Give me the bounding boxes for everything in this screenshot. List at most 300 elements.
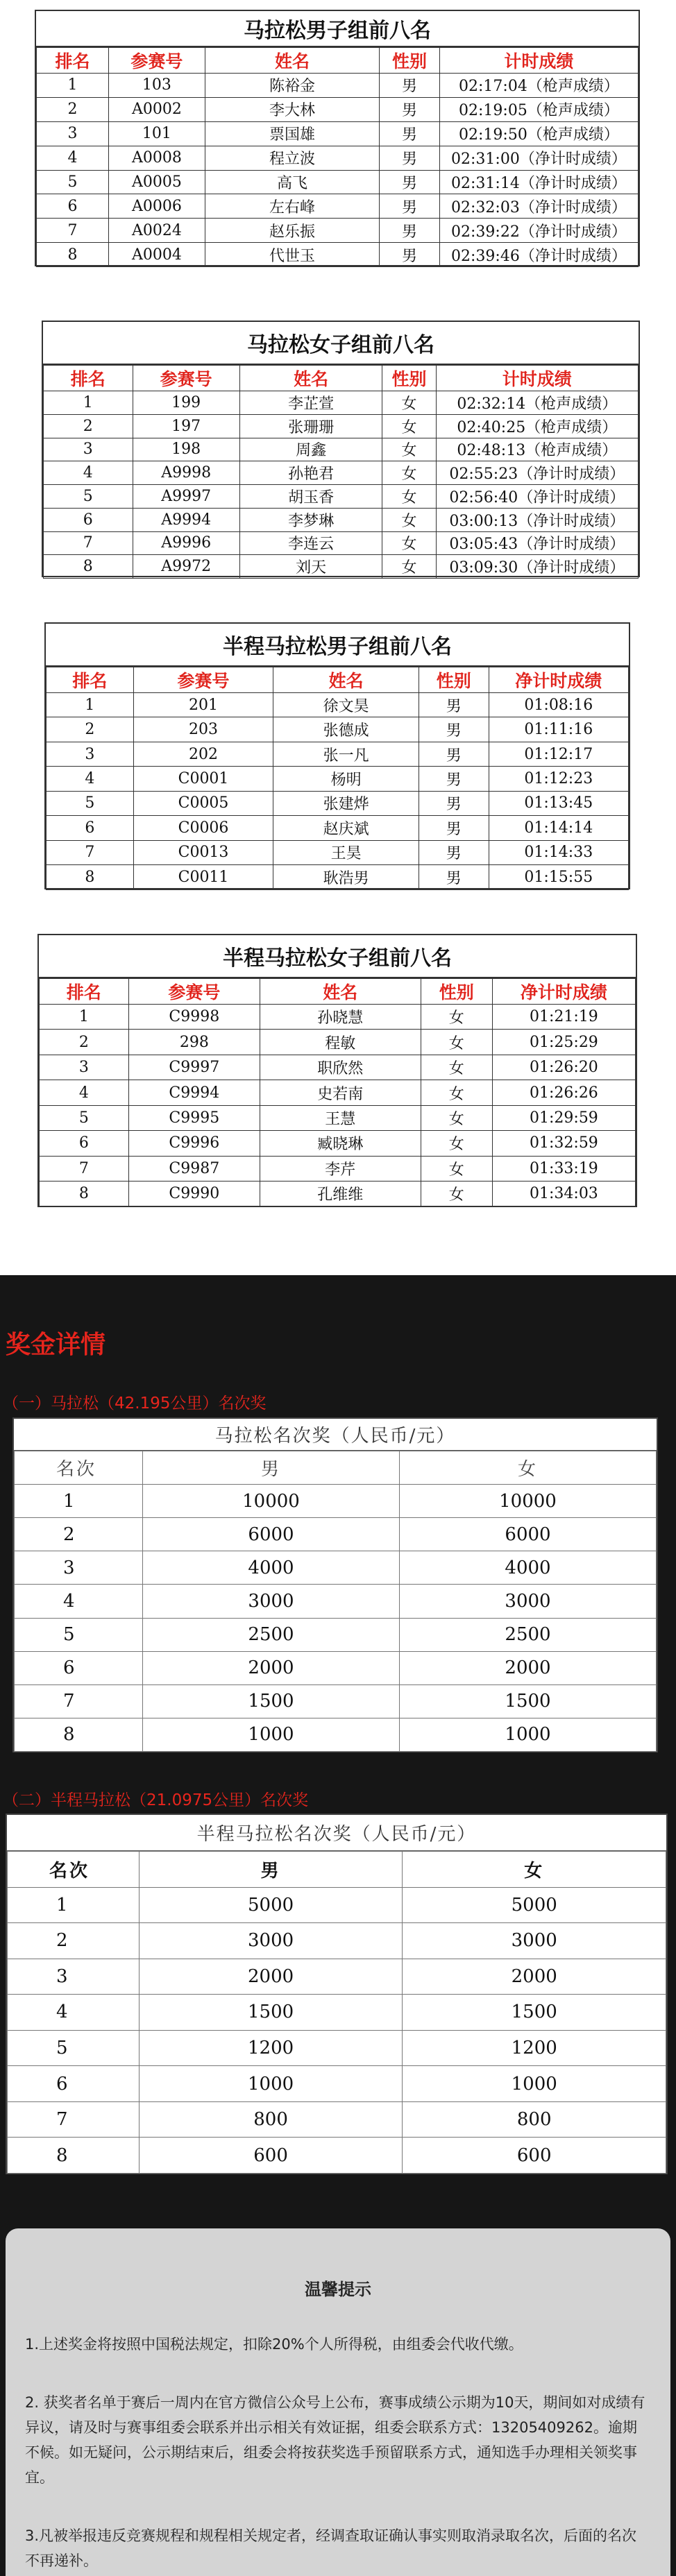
table-row: [47, 791, 629, 815]
table-title: 半程马拉松男子组前八名: [46, 624, 629, 667]
table-row: [40, 1182, 636, 1206]
prize-cell: 1500: [139, 1995, 403, 2031]
prize-row: [15, 1585, 657, 1618]
column-header: 姓名: [260, 979, 421, 1005]
table-cell: 高飞: [205, 170, 379, 194]
table-cell: 李芷萱: [239, 391, 382, 415]
table-cell: 03:00:13（净计时成绩）: [436, 508, 638, 531]
table-row: [44, 414, 639, 438]
prize-cell: 10000: [143, 1485, 400, 1518]
header-row: [47, 667, 629, 693]
table-cell: 01:29:59: [492, 1105, 635, 1130]
prize-cell: 1000: [143, 1718, 400, 1751]
table-row: [37, 219, 639, 243]
column-header: 参赛号: [109, 48, 205, 74]
table-cell: 女: [421, 1005, 492, 1030]
table-row: [37, 194, 639, 219]
table-cell: 李梦琳: [239, 508, 382, 531]
table-cell: 女: [382, 461, 436, 485]
prize-cell: 1500: [403, 1995, 666, 2031]
prize-cell: 1500: [143, 1684, 400, 1718]
table-cell: 张德成: [273, 717, 419, 742]
table-cell: 02:39:46（净计时成绩）: [439, 243, 638, 267]
table-cell: 左右峰: [205, 194, 379, 219]
table-cell: 02:56:40（净计时成绩）: [436, 485, 638, 509]
prize-row: [8, 2030, 666, 2066]
table-cell: 孙晓慧: [260, 1005, 421, 1030]
table-cell: C0005: [133, 791, 273, 815]
table-cell: 03:05:43（净计时成绩）: [436, 531, 638, 555]
results-grid: [43, 365, 639, 579]
prize-cell: 2: [15, 1518, 143, 1551]
table-row: [37, 146, 639, 170]
prize-row: [8, 1995, 666, 2031]
table-cell: A9996: [133, 531, 239, 555]
table-cell: 2: [44, 414, 133, 438]
table-cell: C0006: [133, 816, 273, 840]
table-cell: 1: [40, 1005, 129, 1030]
table-cell: 01:33:19: [492, 1156, 635, 1181]
table-cell: 02:55:23（净计时成绩）: [436, 461, 638, 485]
table-cell: 7: [44, 531, 133, 555]
table-cell: A0006: [109, 194, 205, 219]
table-cell: 103: [109, 74, 205, 98]
table-cell: 01:08:16: [489, 693, 628, 717]
table-cell: 程敏: [260, 1030, 421, 1055]
prize-table-title: 半程马拉松名次奖（人民币/元）: [7, 1815, 666, 1851]
table-cell: 2: [40, 1030, 129, 1055]
table-cell: 5: [37, 170, 109, 194]
table-cell: A0004: [109, 243, 205, 267]
table-row: [40, 1156, 636, 1181]
table-cell: 01:11:16: [489, 717, 628, 742]
results-grid: [39, 978, 636, 1207]
table-cell: 01:25:29: [492, 1030, 635, 1055]
prize-cell: 2000: [143, 1651, 400, 1684]
prize-row: [8, 2101, 666, 2138]
table-cell: 4: [40, 1080, 129, 1105]
table-cell: 张建烨: [273, 791, 419, 815]
prize-header-row: [15, 1451, 657, 1485]
table-cell: C0013: [133, 840, 273, 864]
table-cell: 101: [109, 121, 205, 146]
table-cell: 张珊珊: [239, 414, 382, 438]
column-header: 计时成绩: [436, 366, 638, 391]
table-cell: 01:21:19: [492, 1005, 635, 1030]
prize-column-header: 女: [400, 1451, 657, 1485]
table-cell: 4: [37, 146, 109, 170]
table-cell: 7: [47, 840, 134, 864]
prize-cell: 1000: [400, 1718, 657, 1751]
table-cell: 王昊: [273, 840, 419, 864]
prize-cell: 4000: [143, 1551, 400, 1585]
table-row: [40, 1105, 636, 1130]
table-row: [47, 767, 629, 791]
table-cell: 4: [47, 767, 134, 791]
table-cell: 197: [133, 414, 239, 438]
table-cell: 刘天: [239, 555, 382, 579]
table-row: [44, 531, 639, 555]
table-cell: 杨明: [273, 767, 419, 791]
table-row: [40, 1131, 636, 1156]
table-cell: 02:19:05（枪声成绩）: [439, 97, 638, 121]
table-cell: 耿浩男: [273, 865, 419, 889]
prize-cell: 8: [8, 2138, 140, 2174]
table-cell: 女: [382, 414, 436, 438]
prize-row: [8, 2138, 666, 2174]
tips-item-3: 3.凡被举报违反竞赛规程和规程相关规定者，经调查取证确认事实则取消录取名次，后面的名次不再递补。: [25, 2527, 637, 2569]
prize-cell: 10000: [400, 1485, 657, 1518]
table-cell: 代世玉: [205, 243, 379, 267]
table-cell: 7: [37, 219, 109, 243]
table-cell: 男: [380, 194, 440, 219]
prize-row: [8, 2066, 666, 2102]
prize-cell: 5: [15, 1618, 143, 1651]
table-cell: 1: [47, 693, 134, 717]
marathon-prize-table: [12, 1417, 658, 1752]
half-marathon-women-table: [37, 934, 637, 1207]
header-row: [37, 48, 639, 74]
table-cell: 女: [421, 1030, 492, 1055]
column-header: 性别: [419, 667, 489, 693]
table-row: [47, 717, 629, 742]
table-cell: C9987: [128, 1156, 260, 1181]
prize-grid: [7, 1851, 666, 2174]
table-cell: 6: [40, 1131, 129, 1156]
prize-cell: 7: [8, 2101, 140, 2138]
column-header: 净计时成绩: [489, 667, 628, 693]
table-cell: 4: [44, 461, 133, 485]
table-cell: 02:31:14（净计时成绩）: [439, 170, 638, 194]
table-cell: 5: [47, 791, 134, 815]
results-section: [0, 0, 676, 1275]
table-cell: 198: [133, 438, 239, 461]
prize-cell: 600: [139, 2138, 403, 2174]
prize-cell: 1200: [139, 2030, 403, 2066]
prize-cell: 2000: [403, 1959, 666, 1995]
column-header: 净计时成绩: [492, 979, 635, 1005]
table-cell: 女: [382, 508, 436, 531]
table-cell: 李连云: [239, 531, 382, 555]
table-row: [44, 508, 639, 531]
table-cell: 女: [382, 555, 436, 579]
table-cell: 01:26:26: [492, 1080, 635, 1105]
table-cell: 2: [37, 97, 109, 121]
table-row: [40, 1005, 636, 1030]
column-header: 姓名: [205, 48, 379, 74]
table-cell: A0005: [109, 170, 205, 194]
table-cell: C9990: [128, 1182, 260, 1206]
table-cell: 男: [380, 121, 440, 146]
column-header: 排名: [37, 48, 109, 74]
prize-column-header: 男: [143, 1451, 400, 1485]
table-cell: 1: [37, 74, 109, 98]
table-row: [37, 97, 639, 121]
table-cell: 01:12:23: [489, 767, 628, 791]
table-cell: 男: [380, 97, 440, 121]
table-row: [47, 742, 629, 766]
prize-heading: 奖金详情: [6, 1331, 106, 1359]
table-cell: 票国雄: [205, 121, 379, 146]
table-cell: 01:12:17: [489, 742, 628, 766]
table-cell: 01:14:33: [489, 840, 628, 864]
table-cell: 徐文昊: [273, 693, 419, 717]
marathon-women-table: [42, 321, 640, 577]
table-cell: A0024: [109, 219, 205, 243]
column-header: 性别: [380, 48, 440, 74]
prize-row: [15, 1684, 657, 1718]
prize-row: [15, 1485, 657, 1518]
table-cell: 男: [419, 693, 489, 717]
table-cell: A9972: [133, 555, 239, 579]
column-header: 排名: [40, 979, 129, 1005]
column-header: 姓名: [239, 366, 382, 391]
column-header: 排名: [44, 366, 133, 391]
table-cell: 01:15:55: [489, 865, 628, 889]
prize-cell: 8: [15, 1718, 143, 1751]
table-row: [47, 840, 629, 864]
table-cell: 1: [44, 391, 133, 415]
table-cell: 01:14:14: [489, 816, 628, 840]
prize-row: [8, 1959, 666, 1995]
table-cell: 胡玉香: [239, 485, 382, 509]
table-cell: A9998: [133, 461, 239, 485]
table-cell: 陈裕金: [205, 74, 379, 98]
table-cell: 女: [421, 1105, 492, 1130]
table-row: [37, 243, 639, 267]
tips-title: 温馨提示: [305, 2280, 371, 2299]
prize-cell: 7: [15, 1684, 143, 1718]
table-cell: 男: [419, 865, 489, 889]
prize-cell: 1: [15, 1485, 143, 1518]
table-cell: 01:13:45: [489, 791, 628, 815]
table-cell: 李芹: [260, 1156, 421, 1181]
table-cell: 男: [380, 219, 440, 243]
column-header: 参赛号: [128, 979, 260, 1005]
table-cell: 202: [133, 742, 273, 766]
table-row: [40, 1055, 636, 1080]
table-row: [47, 816, 629, 840]
table-cell: 女: [382, 531, 436, 555]
table-cell: C0011: [133, 865, 273, 889]
table-cell: 男: [419, 742, 489, 766]
table-cell: 3: [40, 1055, 129, 1080]
marathon-prize-subheading: （一）马拉松（42.195公里）名次奖: [3, 1394, 267, 1413]
table-row: [47, 865, 629, 889]
table-cell: A0002: [109, 97, 205, 121]
results-grid: [46, 667, 629, 890]
prize-cell: 3000: [143, 1585, 400, 1618]
marathon-men-table: [35, 10, 640, 266]
column-header: 计时成绩: [439, 48, 638, 74]
half-prize-subheading: （二）半程马拉松（21.0975公里）名次奖: [3, 1791, 309, 1809]
table-cell: C9995: [128, 1105, 260, 1130]
table-cell: 8: [40, 1182, 129, 1206]
table-cell: 赵乐振: [205, 219, 379, 243]
prize-cell: 4000: [400, 1551, 657, 1585]
table-cell: 张一凡: [273, 742, 419, 766]
table-cell: 孔维维: [260, 1182, 421, 1206]
prize-cell: 6: [8, 2066, 140, 2102]
prize-cell: 600: [403, 2138, 666, 2174]
prize-row: [15, 1618, 657, 1651]
prize-cell: 2000: [400, 1651, 657, 1684]
column-header: 排名: [47, 667, 134, 693]
table-cell: 02:40:25（枪声成绩）: [436, 414, 638, 438]
table-cell: A9994: [133, 508, 239, 531]
prize-cell: 4: [15, 1585, 143, 1618]
table-cell: 2: [47, 717, 134, 742]
table-cell: 5: [40, 1105, 129, 1130]
table-cell: 男: [380, 146, 440, 170]
table-row: [37, 121, 639, 146]
prize-cell: 2500: [400, 1618, 657, 1651]
table-cell: 男: [419, 767, 489, 791]
table-cell: 02:39:22（净计时成绩）: [439, 219, 638, 243]
table-cell: 女: [382, 485, 436, 509]
table-cell: 02:17:04（枪声成绩）: [439, 74, 638, 98]
table-cell: 男: [419, 840, 489, 864]
prize-cell: 1: [8, 1887, 140, 1923]
prize-header-row: [8, 1852, 666, 1888]
table-cell: 女: [421, 1156, 492, 1181]
prize-table-title: 马拉松名次奖（人民币/元）: [14, 1419, 657, 1451]
prize-cell: 800: [403, 2101, 666, 2138]
prize-row: [8, 1923, 666, 1959]
table-cell: 6: [47, 816, 134, 840]
table-cell: 02:48:13（枪声成绩）: [436, 438, 638, 461]
table-cell: 02:32:14（枪声成绩）: [436, 391, 638, 415]
table-cell: 王慧: [260, 1105, 421, 1130]
table-cell: 李大林: [205, 97, 379, 121]
table-row: [40, 1030, 636, 1055]
table-title: 马拉松女子组前八名: [43, 322, 639, 365]
table-title: 马拉松男子组前八名: [36, 11, 639, 47]
prize-cell: 5000: [139, 1887, 403, 1923]
table-row: [37, 74, 639, 98]
table-cell: 3: [44, 438, 133, 461]
table-cell: 职欣然: [260, 1055, 421, 1080]
table-cell: 程立波: [205, 146, 379, 170]
table-cell: 02:19:50（枪声成绩）: [439, 121, 638, 146]
prize-cell: 2000: [139, 1959, 403, 1995]
prize-cell: 3000: [403, 1923, 666, 1959]
table-cell: 臧晓琳: [260, 1131, 421, 1156]
prize-row: [15, 1518, 657, 1551]
prize-row: [15, 1551, 657, 1585]
prize-column-header: 女: [403, 1852, 666, 1888]
table-row: [44, 485, 639, 509]
tips-panel: [6, 2228, 670, 2576]
prize-cell: 800: [139, 2101, 403, 2138]
prize-cell: 1000: [139, 2066, 403, 2102]
table-cell: 女: [421, 1080, 492, 1105]
prize-cell: 6000: [143, 1518, 400, 1551]
table-cell: 199: [133, 391, 239, 415]
prize-cell: 3: [15, 1551, 143, 1585]
table-row: [37, 170, 639, 194]
table-cell: 6: [37, 194, 109, 219]
table-cell: 男: [380, 170, 440, 194]
table-cell: C9998: [128, 1005, 260, 1030]
tips-item-1: 1.上述奖金将按照中国税法规定，扣除20%个人所得税，由组委会代收代缴。: [25, 2336, 523, 2353]
table-cell: 孙艳君: [239, 461, 382, 485]
table-row: [44, 438, 639, 461]
table-cell: 02:32:03（净计时成绩）: [439, 194, 638, 219]
table-cell: 史若南: [260, 1080, 421, 1105]
table-cell: 男: [380, 243, 440, 267]
table-cell: 赵庆斌: [273, 816, 419, 840]
table-row: [44, 391, 639, 415]
table-cell: 6: [44, 508, 133, 531]
prize-cell: 6000: [400, 1518, 657, 1551]
prize-cell: 4: [8, 1995, 140, 2031]
table-cell: 女: [421, 1131, 492, 1156]
table-cell: C9994: [128, 1080, 260, 1105]
table-cell: 01:26:20: [492, 1055, 635, 1080]
table-cell: 男: [419, 717, 489, 742]
table-cell: 8: [47, 865, 134, 889]
column-header: 参赛号: [133, 667, 273, 693]
prize-cell: 5000: [403, 1887, 666, 1923]
column-header: 性别: [382, 366, 436, 391]
half-marathon-men-table: [44, 622, 630, 889]
prize-column-header: 名次: [15, 1451, 143, 1485]
header-row: [44, 366, 639, 391]
table-cell: 女: [421, 1055, 492, 1080]
prize-cell: 2: [8, 1923, 140, 1959]
table-cell: A0008: [109, 146, 205, 170]
table-row: [44, 461, 639, 485]
table-cell: C9996: [128, 1131, 260, 1156]
table-title: 半程马拉松女子组前八名: [39, 935, 636, 978]
column-header: 参赛号: [133, 366, 239, 391]
table-row: [47, 693, 629, 717]
table-cell: 8: [44, 555, 133, 579]
table-cell: 男: [419, 791, 489, 815]
table-cell: 5: [44, 485, 133, 509]
table-cell: C0001: [133, 767, 273, 791]
prize-grid: [14, 1451, 657, 1752]
prize-cell: 3: [8, 1959, 140, 1995]
prize-row: [8, 1887, 666, 1923]
table-row: [40, 1080, 636, 1105]
table-cell: 男: [419, 816, 489, 840]
prize-cell: 5: [8, 2030, 140, 2066]
prize-cell: 3000: [400, 1585, 657, 1618]
prize-cell: 2500: [143, 1618, 400, 1651]
column-header: 姓名: [273, 667, 419, 693]
table-cell: 女: [421, 1182, 492, 1206]
prize-column-header: 名次: [8, 1852, 140, 1888]
table-cell: 女: [382, 391, 436, 415]
table-cell: C9997: [128, 1055, 260, 1080]
prize-row: [15, 1718, 657, 1751]
table-cell: A9997: [133, 485, 239, 509]
table-row: [44, 555, 639, 579]
prize-cell: 1500: [400, 1684, 657, 1718]
table-cell: 周鑫: [239, 438, 382, 461]
half-prize-table: [6, 1814, 668, 2174]
table-cell: 01:32:59: [492, 1131, 635, 1156]
header-row: [40, 979, 636, 1005]
table-cell: 298: [128, 1030, 260, 1055]
table-cell: 3: [47, 742, 134, 766]
table-cell: 男: [380, 74, 440, 98]
prize-cell: 1200: [403, 2030, 666, 2066]
prize-row: [15, 1651, 657, 1684]
prize-cell: 3000: [139, 1923, 403, 1959]
